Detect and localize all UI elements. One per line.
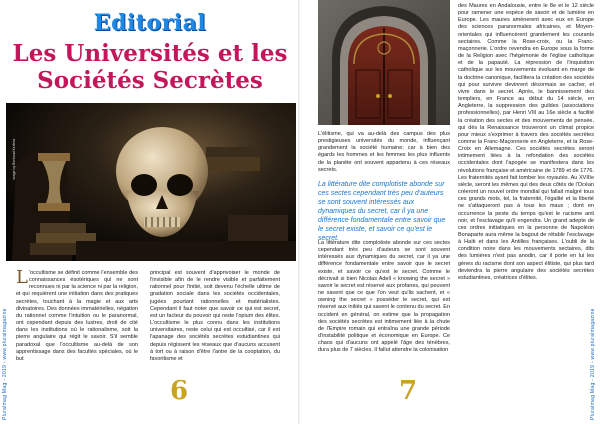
page-number-right: 7 (399, 376, 418, 406)
pull-quote: La littérature dite complotiste abonde sur ces sectes cependant très peu d'auteurs se sont souvent intéressés aux dynamiques du secret, car il ya une différence fondamentale entre savoir que le secret existe, et savoir ce qu'est le secret. (318, 181, 446, 242)
skull-photo (6, 103, 296, 261)
body-column-b: La littérature dite complotiste abonde sur ces sectes cependant très peu d'auteurs se sont souvent intéressés aux dynamiques du secret, car il ya une différence fondamentale entre savoir que le secret existe, et savoir ce qu'est le secret. Comme le décrivait si bien Nicolas Adell « knowing the secret » savoir le secret est réservé aux profanes, qui peuvent ne savent que ce que l'on veut qu'ils sachent, et « owning the secret » posséder le secret, qui est réservé aux initiés qui savent le contenu du secret. En occident en général, on estime que la propagation des sociétés secrètes est intimement liée à la chute de l'Empire romain qui entraîna une grande période d'instabilité politique et économique en Europe. Ce chaos qui d'aucuns ont appelé l'âge des ténèbres, dura plus de 7 siècles. Il fallut attendre la colonisation (318, 240, 450, 354)
body-column-c: des Maures en Andalousie, entre le 8e et le 12 siècle pour ramener une espèce de savoir et de lumière en Europe. Les maures amènerent avec eux en Europe des sciences paranormales africaines, et Moyen-orientales qui influencèrent grandement les courants sectaires. Comme la Rose-croix, ou la Franc-maçonnerie. L'ordre revendra en Europe sous la forme de la Religion avec l'hégémonie de l'église catholique et de la papauté. La répression de l'inquisition catholique sur les mouvements évoluant en marge de la doctrine canonique, facilitera la création des sociétés qui pour survivre devinrent désormais se cacher, et vivre dans le secret. Après, le bannissement des templiers, en France au début du 14 siècle, en Angleterre, la suppression des guildes (associations professionnelles), par Henri VIII au 16e siècle a facilité la création des sectes et des mouvements de pensée, qui dès la Renaissance trouveront un climat propice pour mieux s'exprimer à travers des sociétés secrètes comme la Franc-Maçonnerie en Angleterre, et la Rose-Croix en Allemagne. Ces sociétés secrètes seront intimement liées à la refondation des sociétés occidentales dont l'apogée se manifestera dans les révolutions française et américaine de 1789 et de 1776. Les fraternités ayant fait tomber les royautés. Au XVIIIe siècle, seront les mêmes qui des deux côtés de l'Océan créeront un nouvel ordre mondial qui fallait malgré tous ces grands mots, tel, la fraternité, l'égalité et la liberté ne s'attaqueront pas à tous les maux ; dont en occurrence la peste du temps qu'est le racisme anti noir, et l'esclavage qu'il engendra. Un grand adepte de ces ordres initiatiques en la personne de Napoléon Bonaparte aura même la bagout de rétablir l'esclavage à Haïti et dans les Antilles françaises. L'oubli de la condition noire dans les mouvements sectaires, dits des lumières n'est pas anodin, car il porte en lui les gènes du racisme dont son aspect élitiste, qui plus tard deviendra la pierre angulaire des sociétés secrètes estudiantines, créatrices d'élites. (458, 3, 594, 281)
door-photo (318, 0, 450, 125)
drop-cap: L (16, 267, 28, 288)
article-title: Les Universités et les Sociétés Secrètes (12, 40, 288, 94)
body-column-a: L'élitisme, qui va au-delà des campus des plus prestigieuses universités du monde, influençant grandement la société humaine; car à bien des égards les hommes et les femmes les plus influents de la planète ont souvent appartenu à ces réseaux secrets. (318, 131, 450, 173)
magazine-side-label-right: Pluralmag Mag - 2019 - www.pluralmagazine (590, 308, 596, 420)
magazine-side-label-left: Pluralmag Mag - 2019 - www.pluralmagazine (2, 308, 8, 420)
section-header: Editorial (93, 10, 207, 36)
right-page (300, 0, 600, 424)
column-1-text: 'occultisme se définit comme l'ensemble des connaissances ésotériques qui ne sont reconnues ni par la science ni par la religion, et qui requièrent une initiation dans des pratiques secrètes, touchant à la magie et aux arts divinatoires. Des données immatérielles, négation du rationnel comme l'intuition ou le paranormal, ont cependant depuis des lustres, droit de cité dans les institutions où le rationalisme, soit la pierre angulaire qui régit le savoir. S'il semble paradoxal que l'occultisme au-delà de son apprentissage dans des facultés spéciales, où le but (16, 270, 138, 362)
photo-credit: image by Bertrand Kertesz (12, 138, 16, 180)
page-number-left: 6 (170, 376, 189, 406)
body-column-1 (16, 267, 138, 363)
body-column-2: principal est souvent d'apprivoiser le monde de l'invisible afin de le rendre visible et parfaitement rationnel pour l'initié, soit devenu l'échelle ultime de gradation sociale dans les sociétés occidentales, jugées pourtant rationnelles et matérialistes. Cependant il faut noter que savoir ce qui est secret, est un facteur du pouvoir qui reste l'opium des élites. L'occultisme le plus connu dans les institutions universitaires, reste celui qui est occultisé, car il est l'apanage des sociétés secrètes estudiantines qui depuis régissent les réseaux que d'aucuns accusent à tort ou à raison d'être l'antre de la cooptation, du favoritisme et (150, 270, 280, 362)
